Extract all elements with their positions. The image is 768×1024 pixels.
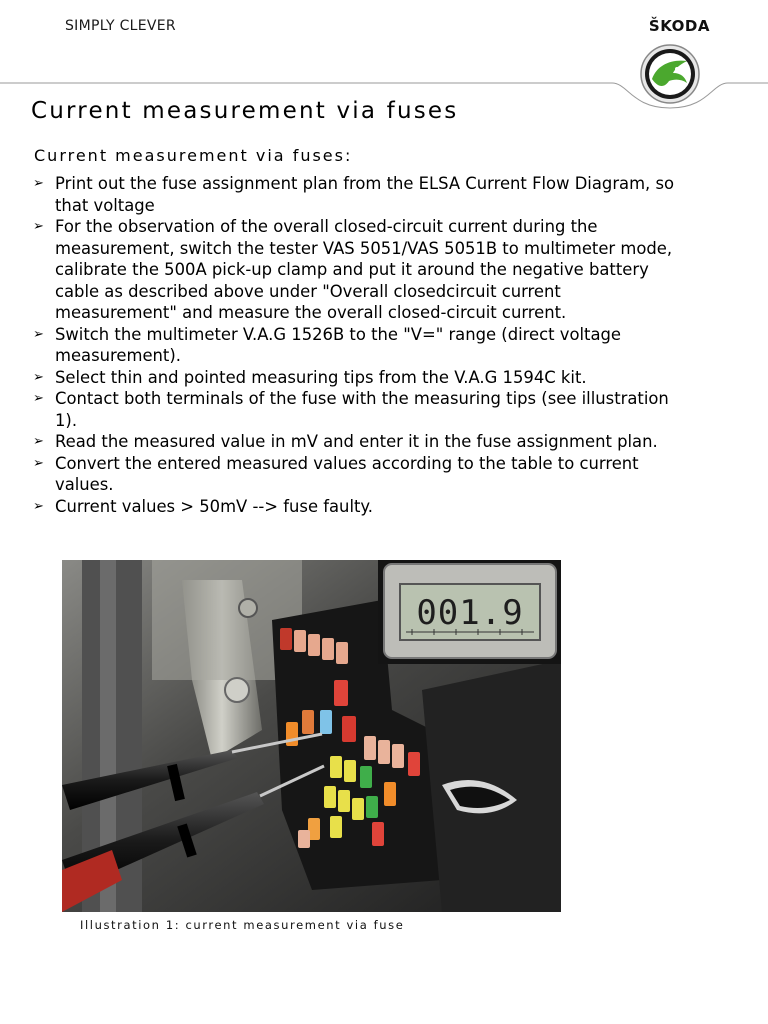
figure-caption: Illustration 1: current measurement via fuse: [80, 918, 405, 932]
list-item: ➢ Read the measured value in mV and enter it in the fuse assignment plan.: [33, 432, 658, 451]
brand-name: ŠKODA: [648, 17, 710, 35]
brand-tagline: SIMPLY CLEVER: [65, 18, 176, 34]
fuse-measurement-photo: [62, 560, 561, 912]
arrow-bullet-icon: ➢: [33, 326, 44, 342]
arrow-bullet-icon: ➢: [33, 455, 44, 471]
arrow-bullet-icon: ➢: [33, 434, 44, 449]
arrow-bullet-icon: ➢: [33, 498, 44, 514]
list-item: ➢ For the observation of the overall closed-circuit current during the measurement, switch the tester VAS 5051/VAS 5051B to multimeter mode, calibrate the 500A pick-up clamp and put it around the negative battery cable as described above under "Overall closedcircuit current measurement" and measure the overall closed-circuit current.: [33, 217, 673, 322]
list-item: ➢ Switch the multimeter V.A.G 1526B to the "V=" range (direct voltage measurement).: [33, 324, 622, 365]
arrow-bullet-icon: ➢: [33, 176, 44, 191]
list-item: ➢ Contact both terminals of the fuse with the measuring tips (see illustration 1).: [33, 389, 669, 430]
arrow-bullet-icon: ➢: [33, 219, 44, 234]
list-item: ➢ Convert the entered measured values according to the table to current values.: [33, 453, 639, 494]
arrow-bullet-icon: ➢: [33, 391, 44, 406]
page-title: Current measurement via fuses: [31, 98, 459, 124]
instruction-list: [33, 173, 683, 517]
multimeter-readout: 001.9: [416, 593, 524, 633]
skoda-logo-icon: [637, 43, 703, 105]
list-item: ➢ Select thin and pointed measuring tips from the V.A.G 1594C kit.: [33, 367, 587, 387]
list-item: ➢ Print out the fuse assignment plan from the ELSA Current Flow Diagram, so that voltage: [33, 174, 675, 215]
arrow-bullet-icon: ➢: [33, 369, 44, 385]
section-subtitle: Current measurement via fuses:: [34, 146, 353, 165]
list-item: ➢ Current values > 50mV --> fuse faulty.: [33, 496, 373, 516]
